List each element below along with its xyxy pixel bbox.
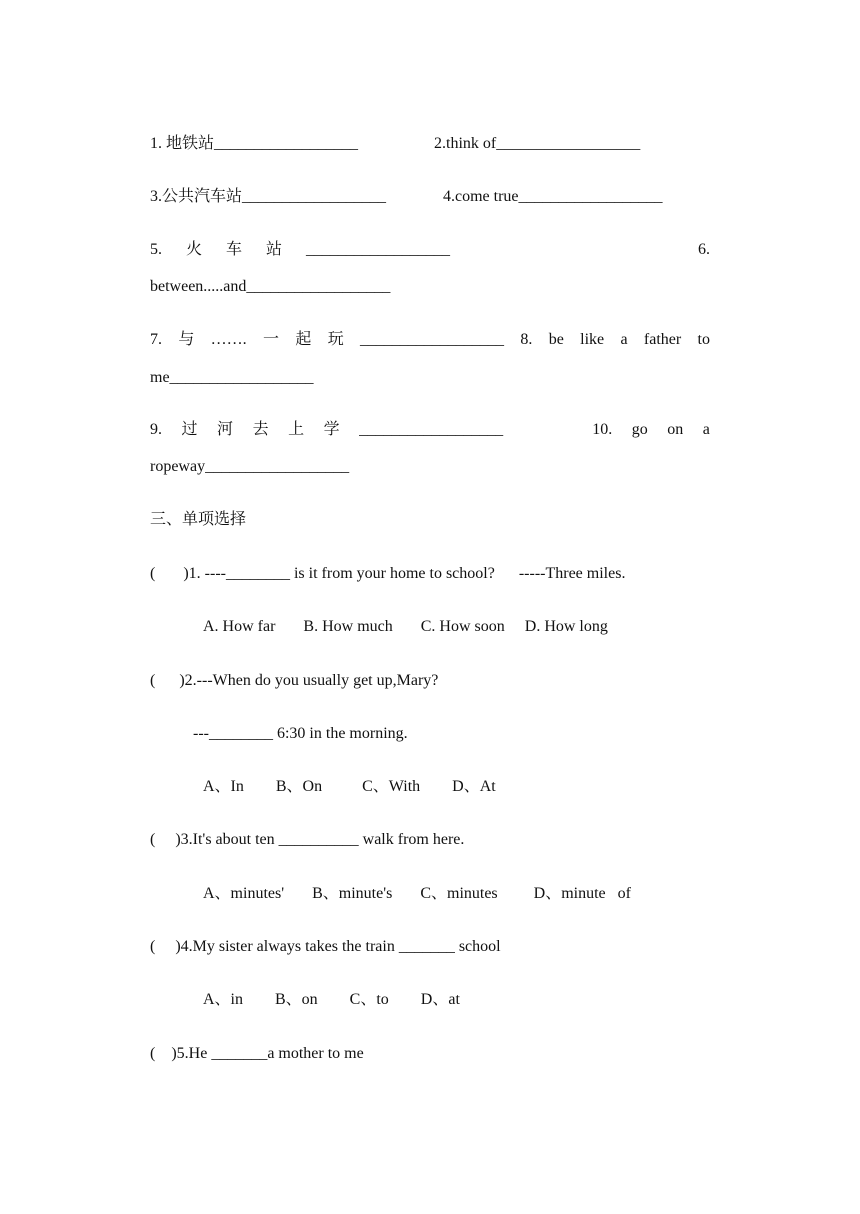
- mcq-question-5: ( )5.He _______a mother to me: [150, 1045, 364, 1062]
- vocab-item-3: 3.公共汽车站__________________: [150, 188, 387, 205]
- token: 火: [185, 241, 202, 258]
- token: a: [620, 331, 628, 348]
- token: be: [548, 331, 564, 348]
- mcq-question-2: ( )2.---When do you usually get up,Mary?: [150, 672, 439, 689]
- token: 起: [295, 331, 312, 348]
- mcq-options-4: A、in B、on C、to D、at: [203, 991, 460, 1008]
- token: 玩: [327, 331, 344, 348]
- token: 车: [225, 241, 242, 258]
- token: 8.: [520, 331, 533, 348]
- spacer: [474, 240, 674, 260]
- token: 9.: [150, 421, 162, 438]
- token: …….: [210, 331, 247, 348]
- spacer: [523, 420, 573, 440]
- vocab-item-8: me__________________: [150, 369, 314, 386]
- token: 5.: [150, 241, 162, 258]
- mcq-options-2: A、In B、On C、With D、At: [203, 778, 496, 795]
- token: 学: [323, 421, 340, 438]
- token: 上: [288, 421, 305, 438]
- token: 去: [252, 421, 269, 438]
- vocab-item-4: 4.come true__________________: [443, 188, 663, 205]
- token: 6.: [697, 241, 710, 258]
- token: on: [667, 421, 684, 438]
- token: like: [580, 331, 605, 348]
- token: 站: [265, 241, 282, 258]
- vocab-item-6: between.....and__________________: [150, 278, 391, 295]
- mcq-subline-2: ---________ 6:30 in the morning.: [193, 725, 408, 742]
- token: 河: [217, 421, 234, 438]
- mcq-options-1: A. How far B. How much C. How soon D. How long: [203, 618, 608, 635]
- mcq-question-1: ( )1. ----________ is it from your home to school? -----Three miles.: [150, 565, 626, 582]
- token: 10.: [592, 421, 613, 438]
- vocab-item-5-line: [150, 240, 710, 260]
- token: go: [631, 421, 648, 438]
- blank: __________________: [360, 331, 505, 348]
- section-title: 三、单项选择: [150, 511, 247, 528]
- token: father: [643, 331, 682, 348]
- mcq-options-3: A、minutes' B、minute's C、minutes D、minute of: [203, 885, 631, 902]
- vocab-item-1: 1. 地铁站__________________: [150, 135, 359, 152]
- token: 一: [263, 331, 280, 348]
- vocab-item-7-8-line: [150, 330, 710, 350]
- mcq-question-3: ( )3.It's about ten __________ walk from here.: [150, 831, 465, 848]
- vocab-item-2: 2.think of__________________: [434, 135, 641, 152]
- vocab-item-10: ropeway__________________: [150, 458, 350, 475]
- token: 7.: [150, 331, 162, 348]
- mcq-question-4: ( )4.My sister always takes the train _______ school: [150, 938, 501, 955]
- token: to: [697, 331, 710, 348]
- vocab-item-9-10-line: [150, 420, 710, 440]
- blank: __________________: [305, 241, 450, 258]
- token: a: [702, 421, 710, 438]
- token: 与: [178, 331, 195, 348]
- token: 过: [181, 421, 198, 438]
- blank: __________________: [359, 421, 504, 438]
